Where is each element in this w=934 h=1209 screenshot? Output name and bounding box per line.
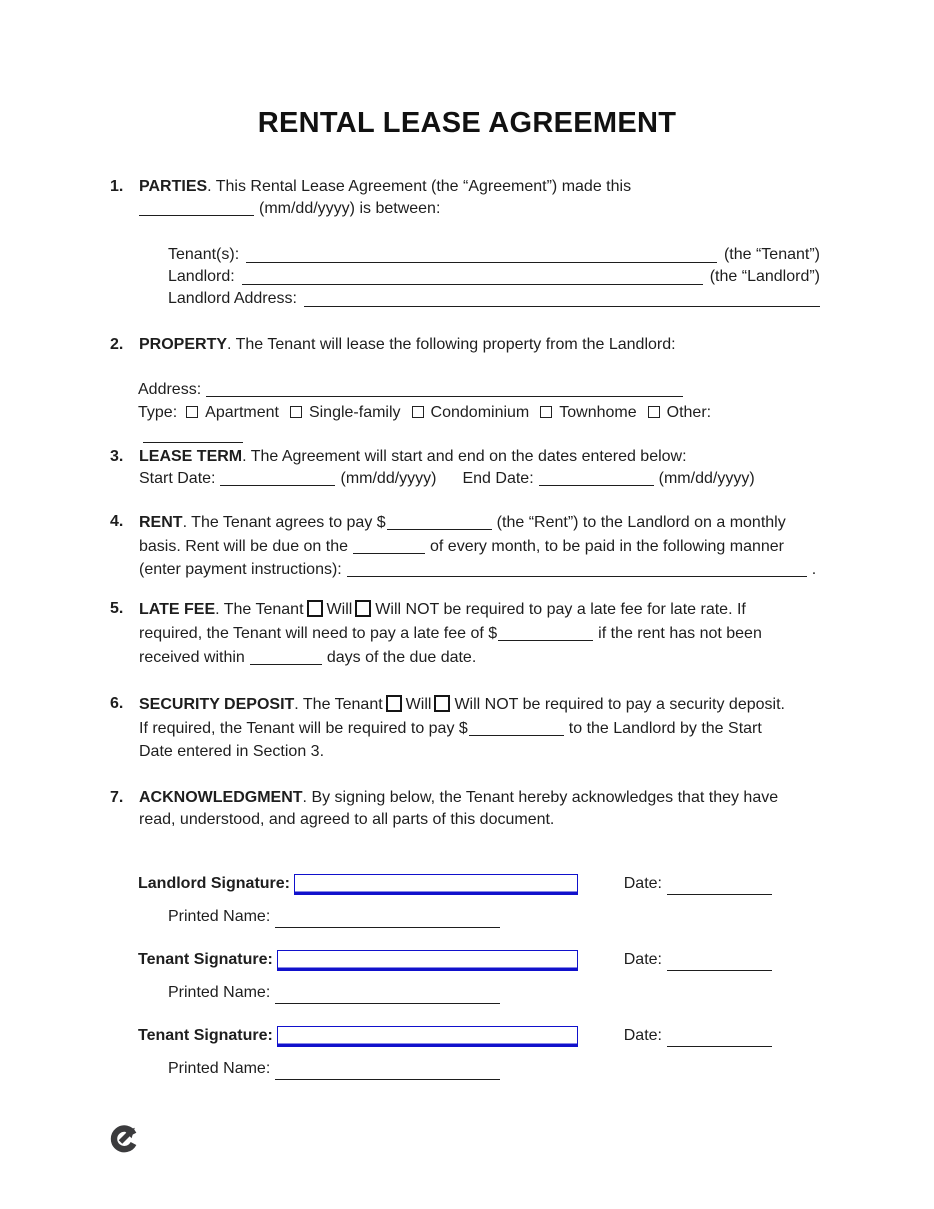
security-deposit-line2: If required, the Tenant will be required to pay $ to the Landlord by the Start [139,719,762,737]
rent-line1: RENT. The Tenant agrees to pay $ (the “Rent”) to the Landlord on a monthly [139,514,786,531]
townhome-option-label: Townhome [559,404,637,421]
condominium-checkbox[interactable] [412,406,424,418]
section-lease-term [110,446,820,490]
late-fee-days-blank[interactable] [250,649,322,665]
acknowledgment-heading: ACKNOWLEDGMENT [139,789,303,806]
late-fee-line2: required, the Tenant will need to pay a late fee of $ if the rent has not been [139,625,762,642]
late-fee-will-not-checkbox[interactable] [355,600,371,617]
property-address-row [138,378,820,401]
parties-fields [168,244,820,310]
parties-heading: PARTIES [139,178,208,195]
rent-due-day-blank[interactable] [353,538,425,554]
rent-line3: (enter payment instructions): . [139,561,817,578]
section-late-fee [110,598,820,670]
landlord-row [168,266,820,288]
security-deposit-line1: SECURITY DEPOSIT. The Tenant Will Will NOT be required to pay a security deposit. [139,696,785,713]
date-label: Date: [623,951,662,968]
section-number: 7. [110,789,124,806]
deposit-amount-blank[interactable] [469,720,564,736]
landlord-signature-label: Landlord Signature: [138,875,290,892]
landlord-name-blank[interactable] [242,284,703,285]
tenant-signature-field-2[interactable] [277,1026,578,1047]
section-number: 5. [110,600,124,617]
property-type-row [138,401,820,447]
rent-heading: RENT [139,514,183,531]
acknowledgment-line2: read, understood, and agreed to all parts of this document. [139,811,555,828]
acknowledgment-line1: ACKNOWLEDGMENT. By signing below, the Tenant hereby acknowledges that they have [139,789,779,806]
tenant-name-blank[interactable] [246,262,717,263]
end-date-format: (mm/dd/yyyy) [658,470,755,487]
tenant-row [168,244,820,266]
section-rent [110,511,820,582]
late-fee-heading: LATE FEE [139,601,216,618]
section-security-deposit [110,693,820,764]
start-date-blank[interactable] [220,470,335,486]
circular-arrow-logo-icon [107,1122,141,1156]
document-title: RENTAL LEASE AGREEMENT [257,107,677,139]
landlord-suffix: (the “Landlord”) [709,268,820,285]
parties-line1: PARTIES. This Rental Lease Agreement (the “Agreement”) made this [139,178,632,195]
landlord-address-label: Landlord Address: [168,290,297,307]
section-property [110,334,820,356]
landlord-signature-row [138,872,777,895]
single-family-option-label: Single-family [308,404,401,421]
single-family-checkbox[interactable] [290,406,302,418]
rent-amount-blank[interactable] [387,514,492,530]
landlord-printed-name-row [168,906,505,928]
rent-line2: basis. Rent will be due on the of every month, to be paid in the following manner [139,537,784,555]
other-checkbox[interactable] [648,406,660,418]
property-fields [138,378,820,447]
date-label: Date: [623,1027,662,1044]
tenant-printed-name-row-1 [168,982,505,1004]
townhome-checkbox[interactable] [540,406,552,418]
landlord-date-blank[interactable] [667,879,772,895]
property-heading: PROPERTY [139,336,228,353]
printed-name-label: Printed Name: [168,1060,271,1077]
start-date-label: Start Date: [139,470,216,487]
date-label: Date: [623,875,662,892]
lease-term-line2 [139,468,820,490]
tenant-signature-row-1 [138,948,777,971]
apartment-option-label: Apartment [205,404,279,421]
section-number: 2. [110,336,124,353]
deposit-will-not-checkbox[interactable] [434,695,450,712]
tenant-printed-name-blank-1[interactable] [275,988,500,1004]
condominium-option-label: Condominium [430,404,530,421]
late-fee-amount-blank[interactable] [498,625,593,641]
type-label: Type: [138,404,178,421]
late-fee-line1: LATE FEE. The Tenant Will Will NOT be required to pay a late fee for late rate. If [139,601,746,618]
security-deposit-heading: SECURITY DEPOSIT [139,696,295,713]
landlord-address-blank[interactable] [304,306,820,307]
deposit-will-checkbox[interactable] [386,695,402,712]
end-date-label: End Date: [462,470,534,487]
landlord-signature-field[interactable] [294,874,578,895]
property-address-blank[interactable] [206,381,683,397]
apartment-checkbox[interactable] [186,406,198,418]
printed-name-label: Printed Name: [168,908,271,925]
tenant-date-blank-1[interactable] [667,955,772,971]
payment-instructions-blank[interactable] [347,561,807,577]
printed-name-label: Printed Name: [168,984,271,1001]
late-fee-line3: received within days of the due date. [139,649,477,666]
section-number: 3. [110,448,124,465]
lease-term-heading: LEASE TERM [139,448,243,465]
tenant-suffix: (the “Tenant”) [723,246,820,263]
tenant-label: Tenant(s): [168,246,240,263]
late-fee-will-checkbox[interactable] [307,600,323,617]
tenant-signature-label: Tenant Signature: [138,951,273,968]
lease-term-line1: LEASE TERM. The Agreement will start and end on the dates entered below: [139,448,687,465]
property-line1: PROPERTY. The Tenant will lease the following property from the Landlord: [139,336,676,353]
section-number: 4. [110,513,124,530]
section-parties [110,176,820,220]
tenant-printed-name-blank-2[interactable] [275,1064,500,1080]
end-date-blank[interactable] [539,470,654,486]
landlord-address-row [168,288,820,310]
other-option-label: Other: [666,404,712,421]
parties-line2: (mm/dd/yyyy) is between: [139,198,820,220]
landlord-label: Landlord: [168,268,235,285]
tenant-date-blank-2[interactable] [667,1031,772,1047]
section-acknowledgment [110,787,820,831]
security-deposit-line3: Date entered in Section 3. [139,743,325,760]
tenant-printed-name-row-2 [168,1058,505,1080]
address-label: Address: [138,381,202,398]
agreement-date-blank[interactable] [139,200,254,216]
landlord-printed-name-blank[interactable] [275,912,500,928]
section-number: 1. [110,178,124,195]
tenant-signature-label: Tenant Signature: [138,1027,273,1044]
start-date-format: (mm/dd/yyyy) [340,470,437,487]
other-type-blank[interactable] [143,427,243,443]
tenant-signature-field-1[interactable] [277,950,578,971]
tenant-signature-row-2 [138,1024,777,1047]
section-number: 6. [110,695,124,712]
